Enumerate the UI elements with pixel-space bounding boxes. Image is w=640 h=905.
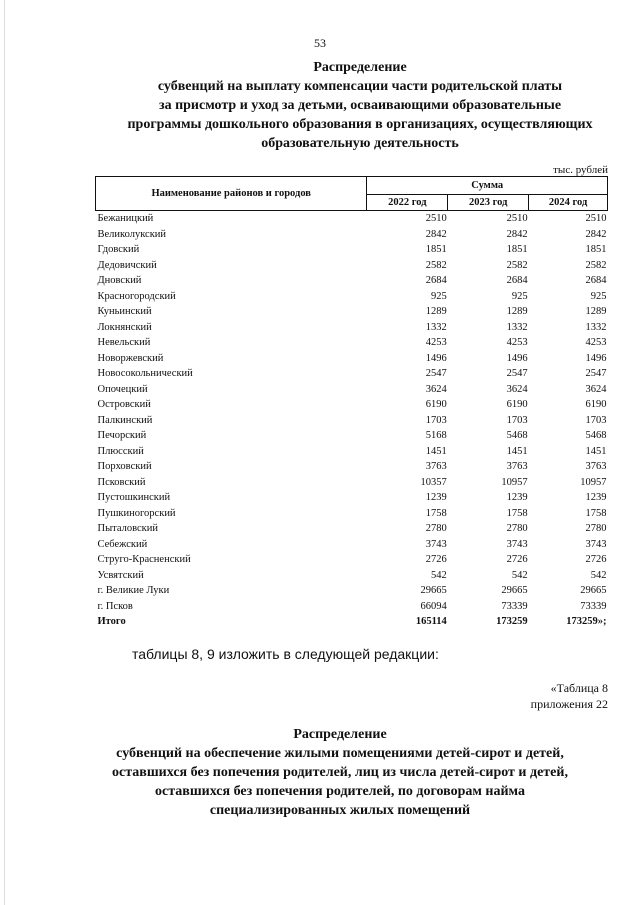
column-header-sum: Сумма bbox=[367, 177, 608, 195]
amount-cell: 5168 bbox=[425, 430, 447, 442]
table-row bbox=[96, 351, 608, 367]
district-name: г. Великие Луки bbox=[97, 585, 170, 597]
district-name: Опочецкий bbox=[97, 383, 148, 395]
amount-cell: 1851 bbox=[425, 244, 447, 256]
amount-cell: 6190 bbox=[425, 399, 447, 411]
amount-cell: 6190 bbox=[585, 399, 607, 411]
amount-cell: 1451 bbox=[585, 445, 607, 457]
amount-cell: 10357 bbox=[420, 476, 447, 488]
amount-cell: 1758 bbox=[585, 507, 607, 519]
table-row bbox=[96, 537, 608, 553]
table-reference-line: приложения 22 bbox=[530, 697, 608, 711]
district-name: Локнянский bbox=[97, 321, 152, 333]
table-row bbox=[96, 444, 608, 460]
amount-cell: 3743 bbox=[425, 538, 447, 550]
amount-cell: 1239 bbox=[506, 492, 528, 504]
district-name: Невельский bbox=[97, 337, 151, 349]
amount-cell: 1496 bbox=[506, 352, 528, 364]
amount-cell: 2582 bbox=[585, 259, 607, 271]
amount-cell: 1451 bbox=[506, 445, 528, 457]
total-label: Итого bbox=[97, 616, 126, 628]
amount-cell: 2780 bbox=[506, 523, 528, 535]
amount-cell: 165114 bbox=[415, 616, 447, 628]
amount-cell: 1332 bbox=[425, 321, 447, 333]
table-row bbox=[96, 568, 608, 584]
table-row bbox=[96, 211, 608, 227]
amount-cell: 1289 bbox=[585, 306, 607, 318]
amount-cell: 1332 bbox=[506, 321, 528, 333]
amount-cell: 2726 bbox=[506, 554, 528, 566]
amount-cell: 3763 bbox=[585, 461, 607, 473]
amount-cell: 173259»; bbox=[566, 616, 607, 628]
amount-cell: 1851 bbox=[506, 244, 528, 256]
district-name: Дедовичский bbox=[97, 259, 157, 271]
amount-cell: 10957 bbox=[580, 476, 607, 488]
amount-cell: 29665 bbox=[420, 585, 447, 597]
district-name: Псковский bbox=[97, 476, 146, 488]
amount-cell: 2726 bbox=[425, 554, 447, 566]
district-name: Усвятский bbox=[97, 569, 144, 581]
amount-cell: 10957 bbox=[501, 476, 528, 488]
amount-cell: 4253 bbox=[585, 337, 607, 349]
amount-cell: 2780 bbox=[425, 523, 447, 535]
amount-cell: 925 bbox=[511, 290, 528, 302]
table-row bbox=[96, 382, 608, 398]
amount-cell: 3743 bbox=[585, 538, 607, 550]
amount-cell: 4253 bbox=[506, 337, 528, 349]
heading-line: оставшихся без попечения родителей, по договорам найма bbox=[155, 784, 525, 799]
amount-cell: 2780 bbox=[585, 523, 607, 535]
amount-cell: 3763 bbox=[506, 461, 528, 473]
subvention-table bbox=[95, 176, 608, 630]
district-name: Печорский bbox=[97, 430, 147, 442]
amount-cell: 2547 bbox=[425, 368, 447, 380]
amount-cell: 2684 bbox=[425, 275, 447, 287]
amount-cell: 2842 bbox=[585, 228, 607, 240]
heading-line: за присмотр и уход за детьми, осваивающими образовательные bbox=[158, 98, 562, 113]
district-name: Себежский bbox=[97, 538, 148, 550]
amount-cell: 3624 bbox=[585, 383, 607, 395]
heading-line: оставшихся без попечения родителей, лиц из числа детей-сирот и детей, bbox=[112, 765, 568, 780]
amount-cell: 2510 bbox=[585, 213, 607, 225]
amount-cell: 4253 bbox=[425, 337, 447, 349]
amount-cell: 73339 bbox=[501, 600, 528, 612]
heading-line: Распределение bbox=[313, 60, 407, 75]
district-name: Великолукский bbox=[97, 228, 167, 240]
table-row bbox=[96, 490, 608, 506]
district-name: Островский bbox=[97, 399, 151, 411]
table-row bbox=[96, 428, 608, 444]
table-row bbox=[96, 335, 608, 351]
table-row bbox=[96, 273, 608, 289]
table-row bbox=[96, 521, 608, 537]
amount-cell: 5468 bbox=[585, 430, 607, 442]
table-body bbox=[96, 211, 608, 630]
amount-cell: 2684 bbox=[506, 275, 528, 287]
amount-cell: 2582 bbox=[506, 259, 528, 271]
amount-cell: 1289 bbox=[425, 306, 447, 318]
table-row bbox=[96, 227, 608, 243]
units-label: тыс. рублей bbox=[553, 164, 608, 176]
table-row bbox=[96, 475, 608, 491]
district-name: Бежаницкий bbox=[97, 213, 154, 225]
table-row bbox=[96, 320, 608, 336]
amount-cell: 1239 bbox=[585, 492, 607, 504]
district-name: Новосокольнический bbox=[97, 368, 193, 380]
amount-cell: 542 bbox=[431, 569, 447, 581]
district-name: Пушкиногорский bbox=[97, 507, 176, 519]
amount-cell: 1758 bbox=[506, 507, 528, 519]
amount-cell: 29665 bbox=[501, 585, 528, 597]
page-edge bbox=[4, 0, 5, 905]
district-name: Красногородский bbox=[97, 290, 176, 302]
amount-cell: 1496 bbox=[585, 352, 607, 364]
amount-cell: 1703 bbox=[425, 414, 447, 426]
amount-cell: 2510 bbox=[425, 213, 447, 225]
column-header-year: 2022 год bbox=[367, 195, 448, 211]
amount-cell: 2842 bbox=[506, 228, 528, 240]
amendment-text: таблицы 8, 9 изложить в следующей редакции: bbox=[132, 646, 439, 662]
heading-line: специализированных жилых помещений bbox=[209, 803, 471, 818]
heading-line: Распределение bbox=[293, 727, 387, 742]
table-row bbox=[96, 242, 608, 258]
amount-cell: 5468 bbox=[506, 430, 528, 442]
table-row bbox=[96, 583, 608, 599]
amount-cell: 1332 bbox=[585, 321, 607, 333]
district-name: Новоржевский bbox=[97, 352, 164, 364]
amount-cell: 2726 bbox=[585, 554, 607, 566]
table-row bbox=[96, 459, 608, 475]
amount-cell: 2547 bbox=[506, 368, 528, 380]
column-header-year: 2023 год bbox=[448, 195, 529, 211]
heading-line: субвенций на выплату компенсации части родительской платы bbox=[157, 79, 563, 94]
amount-cell: 3624 bbox=[506, 383, 528, 395]
amount-cell: 3624 bbox=[425, 383, 447, 395]
district-name: Струго-Красненский bbox=[97, 554, 191, 566]
table-reference-line: «Таблица 8 bbox=[550, 681, 608, 695]
table-row bbox=[96, 397, 608, 413]
district-name: Палкинский bbox=[97, 414, 153, 426]
amount-cell: 1851 bbox=[585, 244, 607, 256]
amount-cell: 1239 bbox=[425, 492, 447, 504]
amount-cell: 2684 bbox=[585, 275, 607, 287]
amount-cell: 2582 bbox=[425, 259, 447, 271]
amount-cell: 542 bbox=[511, 569, 528, 581]
amount-cell: 66094 bbox=[420, 600, 447, 612]
amount-cell: 1758 bbox=[425, 507, 447, 519]
district-name: Пустошкинский bbox=[97, 492, 171, 504]
table-row bbox=[96, 413, 608, 429]
amount-cell: 173259 bbox=[496, 616, 528, 628]
table-row bbox=[96, 258, 608, 274]
table-row bbox=[96, 366, 608, 382]
amount-cell: 3743 bbox=[506, 538, 528, 550]
amount-cell: 1451 bbox=[425, 445, 447, 457]
table-row bbox=[96, 289, 608, 305]
amount-cell: 1703 bbox=[585, 414, 607, 426]
table-row bbox=[96, 552, 608, 568]
district-name: Порховский bbox=[97, 461, 152, 473]
district-name: Куньинский bbox=[97, 306, 152, 318]
amount-cell: 925 bbox=[590, 290, 607, 302]
heading-distribution-compensation bbox=[60, 58, 640, 153]
heading-distribution-housing bbox=[40, 725, 640, 820]
district-name: Дновский bbox=[97, 275, 142, 287]
amount-cell: 2510 bbox=[506, 213, 528, 225]
district-name: Плюсский bbox=[97, 445, 144, 457]
amount-cell: 2842 bbox=[425, 228, 447, 240]
district-name: Гдовский bbox=[97, 244, 140, 256]
amount-cell: 3763 bbox=[425, 461, 447, 473]
district-name: Пыталовский bbox=[97, 523, 158, 535]
table-reference bbox=[531, 680, 608, 712]
amount-cell: 1703 bbox=[506, 414, 528, 426]
amount-cell: 542 bbox=[590, 569, 607, 581]
amount-cell: 2547 bbox=[585, 368, 607, 380]
column-header-year: 2024 год bbox=[529, 195, 608, 211]
heading-line: программы дошкольного образования в организациях, осуществляющих bbox=[127, 117, 593, 132]
table-row bbox=[96, 599, 608, 615]
table-row bbox=[96, 304, 608, 320]
district-name: г. Псков bbox=[97, 600, 133, 612]
amount-cell: 73339 bbox=[580, 600, 607, 612]
amount-cell: 29665 bbox=[580, 585, 607, 597]
amount-cell: 6190 bbox=[506, 399, 528, 411]
amount-cell: 1289 bbox=[506, 306, 528, 318]
heading-line: образовательную деятельность bbox=[261, 136, 459, 151]
table-row bbox=[96, 506, 608, 522]
column-header-name: Наименование районов и городов bbox=[96, 177, 367, 211]
page-number: 53 bbox=[314, 36, 326, 50]
total-row bbox=[96, 614, 608, 630]
heading-line: субвенций на обеспечение жилыми помещениями детей-сирот и детей, bbox=[116, 746, 564, 761]
amount-cell: 1496 bbox=[425, 352, 447, 364]
amount-cell: 925 bbox=[431, 290, 447, 302]
